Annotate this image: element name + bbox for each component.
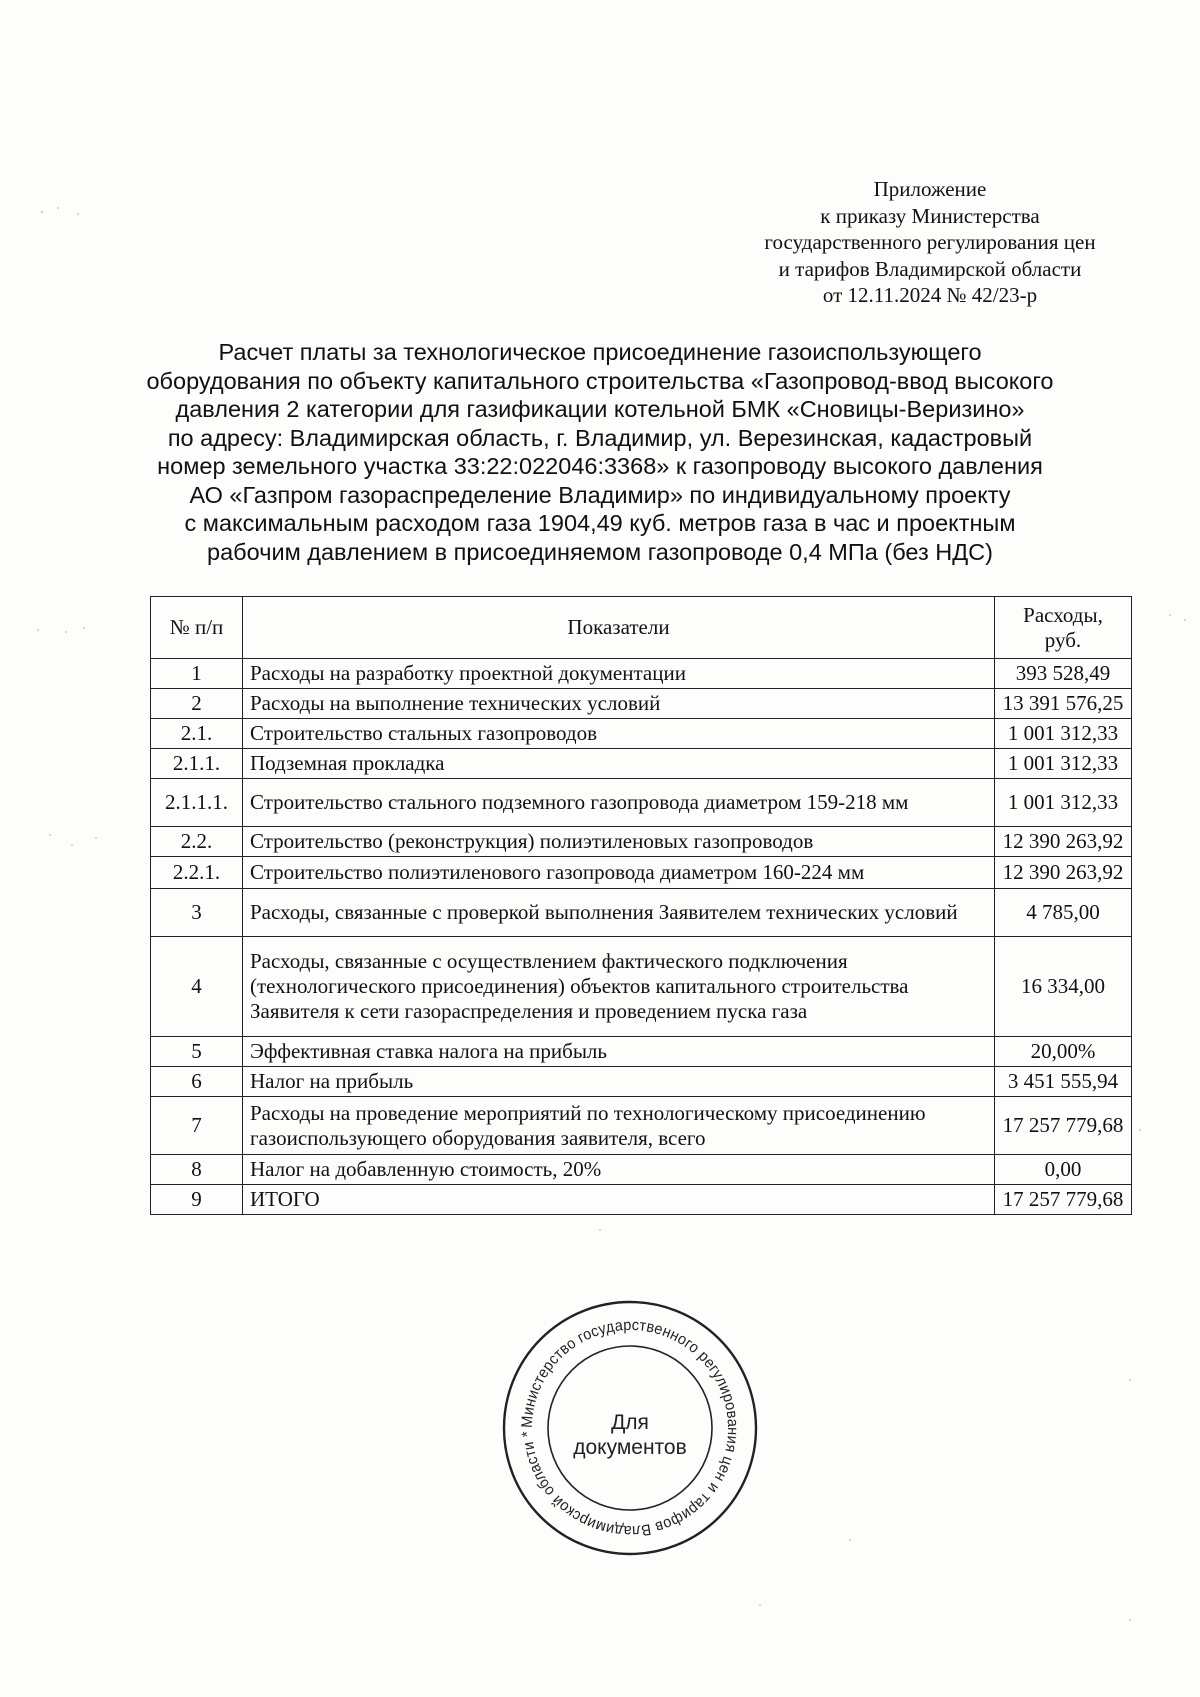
row-value: 0,00 bbox=[995, 1155, 1132, 1185]
row-indicator: Подземная прокладка bbox=[243, 749, 995, 779]
row-num: 2.1.1. bbox=[151, 749, 243, 779]
row-indicator: ИТОГО bbox=[243, 1185, 995, 1215]
row-value: 393 528,49 bbox=[995, 659, 1132, 689]
stamp-center-text bbox=[500, 1410, 760, 1460]
row-num: 2.1. bbox=[151, 719, 243, 749]
row-value: 1 001 312,33 bbox=[995, 779, 1132, 827]
appendix-header bbox=[720, 176, 1140, 309]
row-value: 16 334,00 bbox=[995, 937, 1132, 1037]
cost-table bbox=[150, 596, 1132, 1215]
row-indicator: Расходы, связанные с осуществлением фактического подключения (технологического присоединения) объектов капитального строительства Заявителя к сети газораспределения и проведением пуска газа bbox=[243, 937, 995, 1037]
row-value: 17 257 779,68 bbox=[995, 1097, 1132, 1155]
row-num: 5 bbox=[151, 1037, 243, 1067]
table-row bbox=[151, 1097, 1132, 1155]
row-num: 3 bbox=[151, 889, 243, 937]
appendix-line: Приложение bbox=[873, 177, 987, 201]
stamp-center-line: Для bbox=[611, 1411, 649, 1434]
row-value: 12 390 263,92 bbox=[995, 827, 1132, 857]
table-body bbox=[151, 659, 1132, 1215]
stamp-ring-text: Министерство государственного регулирования цен и тарифов Владимирской области * bbox=[518, 1316, 742, 1540]
row-indicator: Расходы на выполнение технических условий bbox=[243, 689, 995, 719]
row-num: 6 bbox=[151, 1067, 243, 1097]
row-num: 2.2. bbox=[151, 827, 243, 857]
row-num: 4 bbox=[151, 937, 243, 1037]
table-row bbox=[151, 659, 1132, 689]
row-indicator: Строительство полиэтиленового газопровода диаметром 160-224 мм bbox=[243, 857, 995, 889]
table-header-row bbox=[151, 597, 1132, 659]
document-title: Расчет платы за технологическое присоединение газоиспользующего оборудования по объекту капитального строительства «Газопровод-ввод высокого давления 2 категории для газификации котельной БМК «Сновицы-Веризино» по адресу: Владимирская область, г. Владимир, ул. Верезинская, кадастровый номер земельного участка 33:22:022046:3368» к газопроводу высокого давления АО «Газпром газораспределение Владимир» по индивидуальному проекту с максимальным расходом газа 1904,49 куб. метров газа в час и проектным рабочим давлением в присоединяемом газопроводе 0,4 МПа (без НДС) bbox=[146, 339, 1054, 565]
row-indicator: Расходы на разработку проектной документации bbox=[243, 659, 995, 689]
row-num: 7 bbox=[151, 1097, 243, 1155]
row-value: 20,00% bbox=[995, 1037, 1132, 1067]
table-row bbox=[151, 1067, 1132, 1097]
stamp-center-line: документов bbox=[573, 1436, 687, 1459]
row-value: 1 001 312,33 bbox=[995, 719, 1132, 749]
row-indicator: Строительство (реконструкция) полиэтиленовых газопроводов bbox=[243, 827, 995, 857]
row-value: 1 001 312,33 bbox=[995, 749, 1132, 779]
row-num: 8 bbox=[151, 1155, 243, 1185]
row-num: 9 bbox=[151, 1185, 243, 1215]
table-row bbox=[151, 1185, 1132, 1215]
row-value: 3 451 555,94 bbox=[995, 1067, 1132, 1097]
table-row bbox=[151, 827, 1132, 857]
header-value: Расходы, руб. bbox=[995, 597, 1132, 659]
table-row bbox=[151, 889, 1132, 937]
row-num: 2.2.1. bbox=[151, 857, 243, 889]
row-indicator: Расходы на проведение мероприятий по технологическому присоединению газоиспользующего оборудования заявителя, всего bbox=[243, 1097, 995, 1155]
appendix-line: от 12.11.2024 № 42/23-р bbox=[822, 283, 1038, 307]
table-row bbox=[151, 779, 1132, 827]
row-indicator: Расходы, связанные с проверкой выполнения Заявителем технических условий bbox=[243, 889, 995, 937]
row-value: 12 390 263,92 bbox=[995, 857, 1132, 889]
table-row bbox=[151, 749, 1132, 779]
round-stamp bbox=[500, 1298, 760, 1558]
row-value: 4 785,00 bbox=[995, 889, 1132, 937]
row-num: 2.1.1.1. bbox=[151, 779, 243, 827]
row-indicator: Эффективная ставка налога на прибыль bbox=[243, 1037, 995, 1067]
table-row bbox=[151, 1155, 1132, 1185]
row-value: 17 257 779,68 bbox=[995, 1185, 1132, 1215]
table-row bbox=[151, 1037, 1132, 1067]
table-row bbox=[151, 689, 1132, 719]
table-row bbox=[151, 857, 1132, 889]
appendix-line: государственного регулирования цен bbox=[764, 230, 1096, 254]
row-num: 1 bbox=[151, 659, 243, 689]
appendix-line: к приказу Министерства bbox=[820, 203, 1040, 228]
row-value: 13 391 576,25 bbox=[995, 689, 1132, 719]
header-indicator: Показатели bbox=[243, 597, 995, 659]
row-indicator: Налог на добавленную стоимость, 20% bbox=[243, 1155, 995, 1185]
row-indicator: Налог на прибыль bbox=[243, 1067, 995, 1097]
table-row bbox=[151, 719, 1132, 749]
row-indicator: Строительство стальных газопроводов bbox=[243, 719, 995, 749]
table-row bbox=[151, 937, 1132, 1037]
appendix-line: и тарифов Владимирской области bbox=[778, 256, 1082, 281]
row-num: 2 bbox=[151, 689, 243, 719]
header-num: № п/п bbox=[151, 597, 243, 659]
row-indicator: Строительство стального подземного газопровода диаметром 159-218 мм bbox=[243, 779, 995, 827]
